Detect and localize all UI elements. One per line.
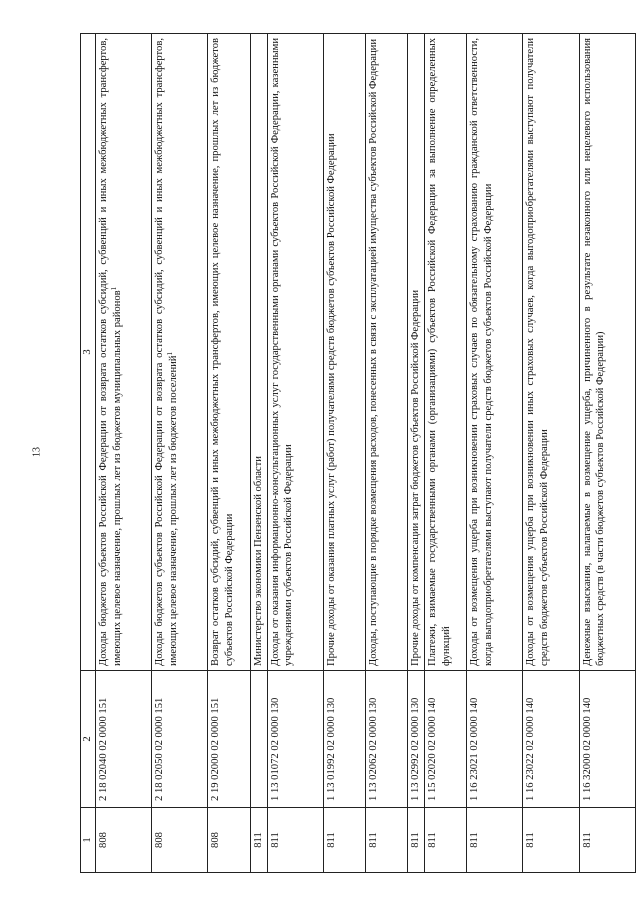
description-cell: Доходы бюджетов субъектов Российской Федерации от возврата остатков субсидий, субвенций и иных межбюджетных трансфертов, имеющих целевое назначение, прошлых лет из бюджетов муниципальных районов$^1$ <box>96 34 152 671</box>
admin-code-cell: 811 <box>408 808 425 873</box>
admin-code-cell: 811 <box>267 808 323 873</box>
table-header-row <box>81 34 96 873</box>
budget-code-cell: 1 13 01072 02 0000 130 <box>267 671 323 808</box>
table-row <box>425 34 467 873</box>
budget-code-cell: 1 16 32000 02 0000 140 <box>579 671 635 808</box>
admin-code-cell: 811 <box>365 808 407 873</box>
table-row <box>267 34 323 873</box>
admin-code-cell: 811 <box>250 808 267 873</box>
description-cell: Доходы от возмещения ущерба при возникновении иных страховых случаев, когда выгодоприобретателями выступают получатели средств бюджетов субъектов Российской Федерации <box>523 34 579 671</box>
description-cell: Доходы бюджетов субъектов Российской Федерации от возврата остатков субсидий, субвенций и иных межбюджетных трансфертов, имеющих целевое назначение, прошлых лет из бюджетов поселений$^1$ <box>152 34 208 671</box>
footnote-mark: 1 <box>109 286 118 291</box>
header-col-2: 2 <box>81 671 96 808</box>
budget-code-cell: 1 16 23022 02 0000 140 <box>523 671 579 808</box>
budget-code-cell <box>250 671 267 808</box>
table-row <box>96 34 152 873</box>
budget-code-cell: 1 16 23021 02 0000 140 <box>467 671 523 808</box>
budget-code-cell: 1 13 02992 02 0000 130 <box>408 671 425 808</box>
admin-code-cell: 811 <box>323 808 365 873</box>
table-row <box>523 34 579 873</box>
budget-code-cell: 2 18 02050 02 0000 151 <box>152 671 208 808</box>
table-row <box>365 34 407 873</box>
admin-code-cell: 808 <box>96 808 152 873</box>
description-cell: Денежные взыскания, налагаемые в возмещение ущерба, причиненного в результате незаконного или нецелевого использования бюджетных средств (в части бюджетов субъектов Российской Федерации) <box>579 34 635 671</box>
table-row <box>323 34 365 873</box>
budget-code-cell: 2 18 02040 02 0000 151 <box>96 671 152 808</box>
rotated-page-content <box>80 33 636 873</box>
admin-code-cell: 808 <box>208 808 250 873</box>
table-row <box>579 34 635 873</box>
revenue-codes-table <box>80 33 636 873</box>
table-row <box>208 34 250 873</box>
admin-code-cell: 808 <box>152 808 208 873</box>
admin-code-cell: 811 <box>467 808 523 873</box>
description-cell: Доходы, поступающие в порядке возмещения расходов, понесенных в связи с эксплуатацией имущества субъектов Российской Федерации <box>365 34 407 671</box>
page-number: 13 <box>31 447 43 457</box>
description-cell: Платежи, взимаемые государственными органами (организациями) субъектов Российской Федерации за выполнение определенных функций <box>425 34 467 671</box>
description-cell: Возврат остатков субсидий, субвенций и иных межбюджетных трансфертов, имеющих целевое назначение, прошлых лет из бюджетов субъектов Российской Федерации <box>208 34 250 671</box>
budget-code-cell: 1 13 02062 02 0000 130 <box>365 671 407 808</box>
admin-code-cell: 811 <box>579 808 635 873</box>
ministry-heading-cell: Министерство экономики Пензенской области <box>250 34 267 671</box>
footnote-mark: 1 <box>165 352 174 356</box>
admin-code-cell: 811 <box>523 808 579 873</box>
table-row <box>152 34 208 873</box>
budget-code-cell: 1 13 01992 02 0000 130 <box>323 671 365 808</box>
budget-code-cell: 1 15 02020 02 0000 140 <box>425 671 467 808</box>
table-row <box>408 34 425 873</box>
header-col-3: 3 <box>81 34 96 671</box>
table-row <box>250 34 267 873</box>
description-cell: Прочие доходы от компенсации затрат бюджетов субъектов Российской Федерации <box>408 34 425 671</box>
description-cell: Доходы от возмещения ущерба при возникновении страховых случаев по обязательному страхованию гражданской ответственности, когда выгодоприобретателями выступают получатели средств бюджетов субъектов Российской Федерации <box>467 34 523 671</box>
header-col-1: 1 <box>81 808 96 873</box>
description-cell: Доходы от оказания информационно-консультационных услуг государственными органами субъектов Российской Федерации, казенными учреждениями субъектов Российской Федерации <box>267 34 323 671</box>
table-row <box>467 34 523 873</box>
admin-code-cell: 811 <box>425 808 467 873</box>
budget-code-cell: 2 19 02000 02 0000 151 <box>208 671 250 808</box>
description-cell: Прочие доходы от оказания платных услуг (работ) получателями средств бюджетов субъектов Российской Федерации <box>323 34 365 671</box>
